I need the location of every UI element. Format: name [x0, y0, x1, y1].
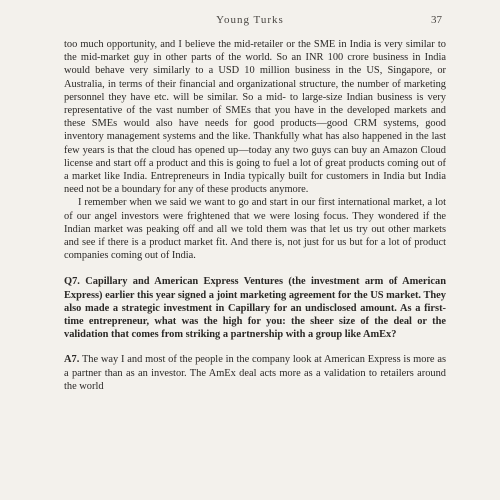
answer-label: A7.	[64, 354, 80, 366]
question-text: Capillary and American Express Ventures (the investment arm of American Express) earlier this year signed a joint marketing agreement for the US market. They also made a strategic investment in Capillary for an undisclosed amount. As a first-time entrepreneur, what was the high for you: the sheer size of the deal or the validation that comes from striking a partnership with a group like AmEx?	[64, 276, 446, 341]
paragraph: I remember when we said we want to go and start in our first international market, a lot of our angel investors were frightened that we were losing focus. They wondered if the Indian market was peaking off and all we told them was that let us try out other markets and see if there is a product market fit. And there is, not just for us but for a lot of product companies coming out of India.	[64, 197, 446, 262]
question-label: Q7.	[64, 276, 80, 288]
interview-answer	[64, 353, 446, 393]
running-head	[0, 14, 500, 32]
answer-text: The way I and most of the people in the company look at American Express is more as a partner than as an investor. The AmEx deal acts more as a validation to retailers around the world	[64, 354, 446, 392]
running-title: Young Turks	[216, 14, 284, 26]
paragraph-continued: too much opportunity, and I believe the mid-retailer or the SME in India is very similar to the mid-market guy in other parts of the world. So an INR 100 crore business in India would behave very similarly to a USD 10 million business in the US, Singapore, or Australia, in terms of their financial and organizational structure, the number of marketing personnel they have etc. will be similar. So a mid- to large-size Indian business is very representative of the vast number of SMEs that you have in the developed markets and these SMEs would also have needs for good products—good CRM systems, good inventory management systems and the like. Thankfully what has also happened in the last few years is that the cloud has opened up—today any two guys can buy an Amazon Cloud license and start off a product and this is going to fuel a lot of great products coming out of a market like India. Entrepreneurs in India typically built for customers in India but India need not be a boundary for any of these products anymore.	[64, 39, 446, 196]
page-body	[64, 38, 446, 393]
interview-question	[64, 275, 446, 341]
page-number: 37	[431, 14, 442, 26]
